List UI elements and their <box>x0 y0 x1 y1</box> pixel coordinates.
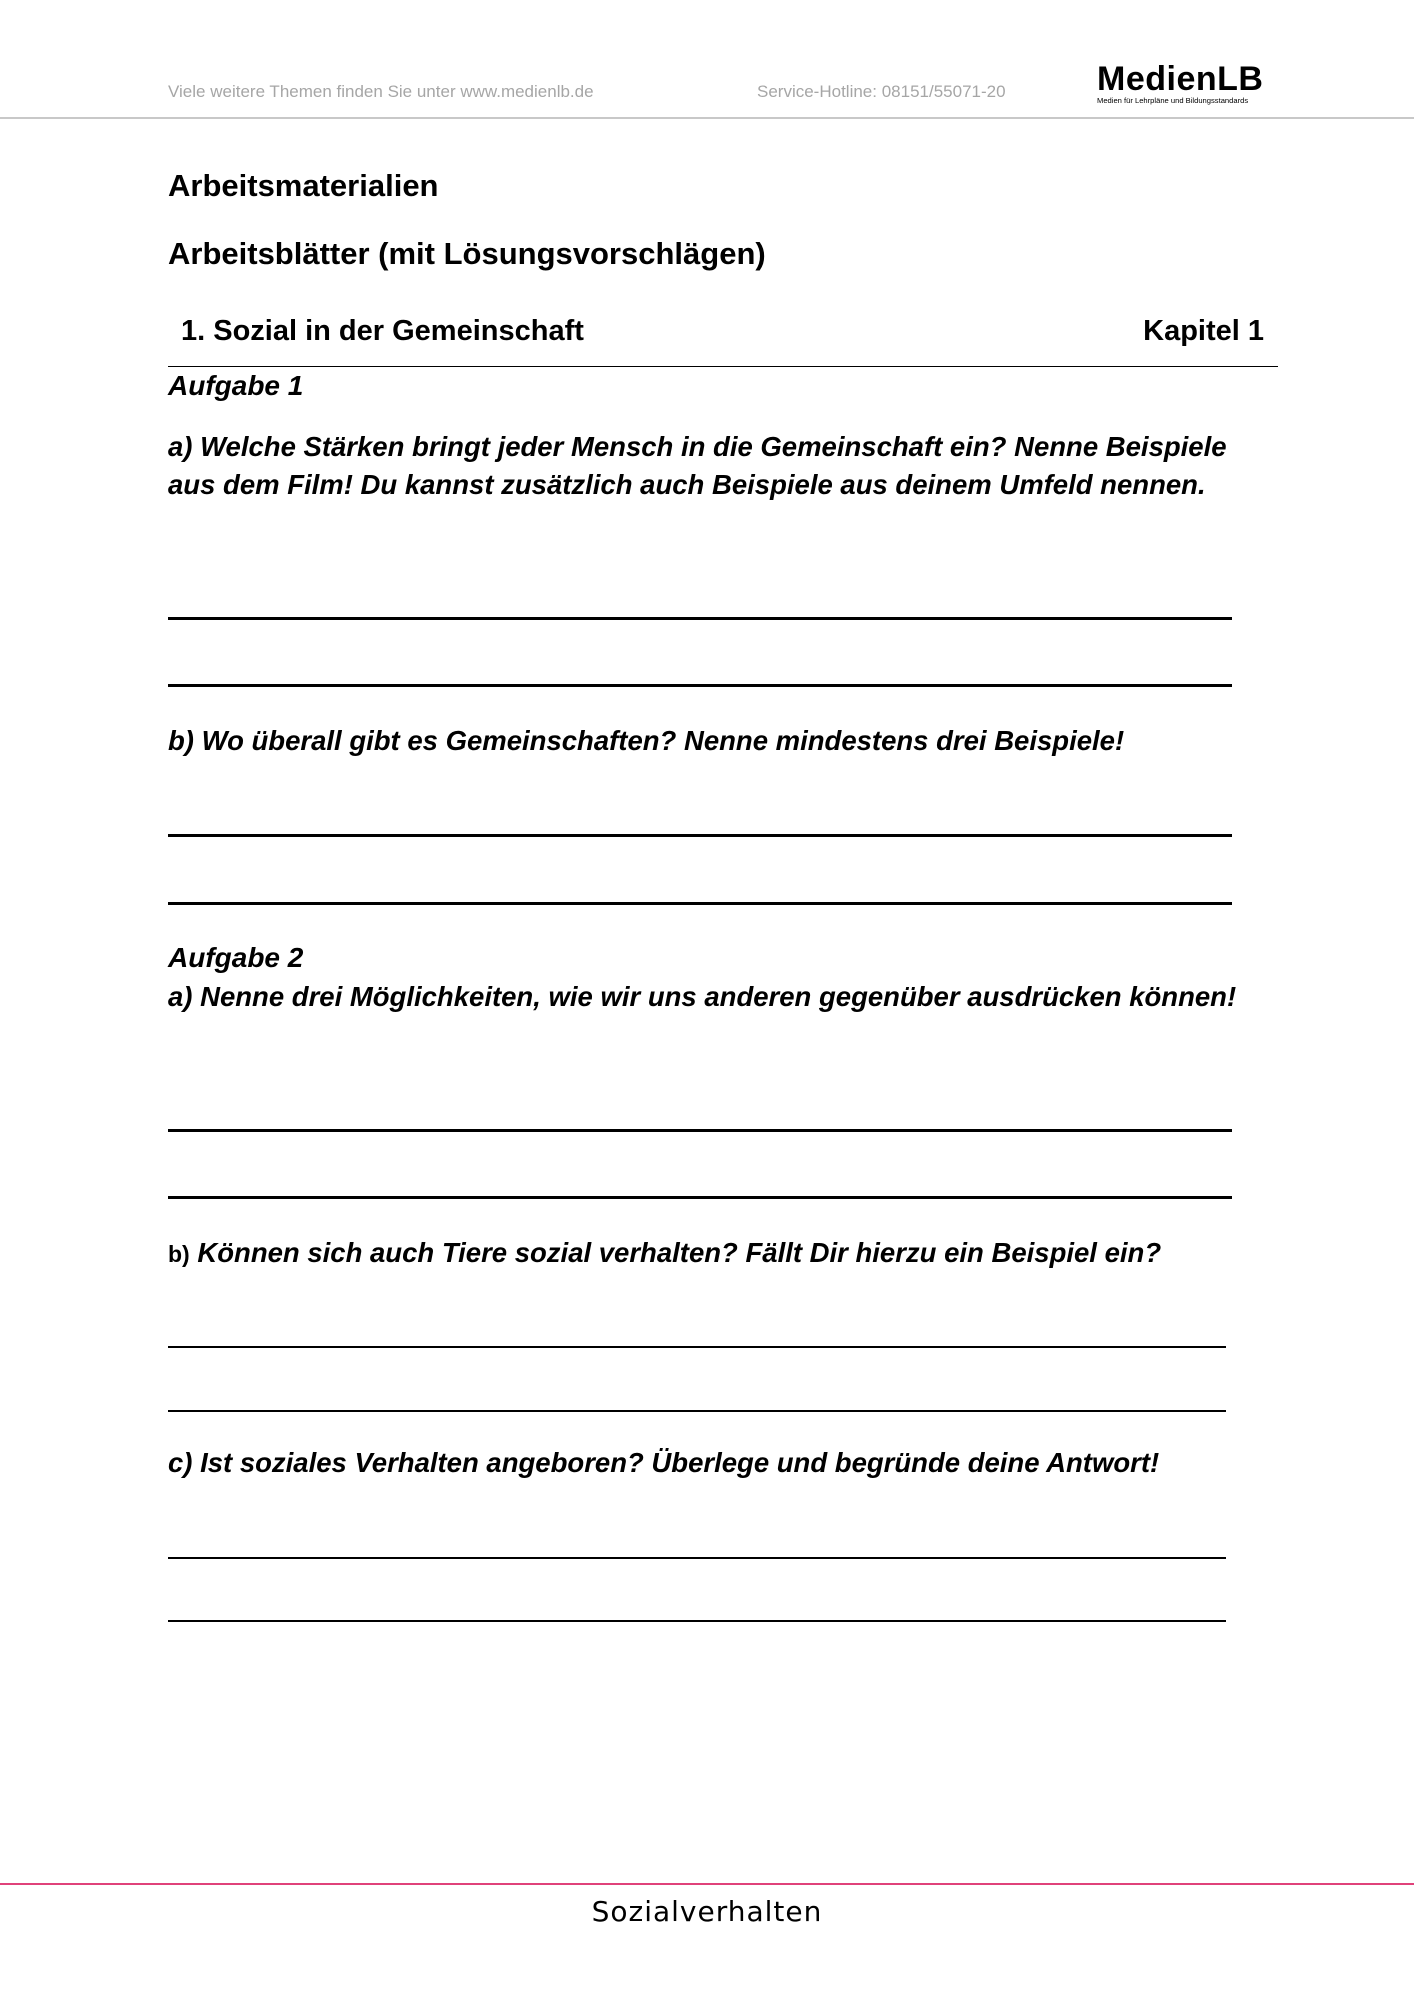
header-website-text: Viele weitere Themen finden Sie unter www.medienlb.de <box>168 82 594 101</box>
question-letter: a) <box>168 431 193 462</box>
answer-line[interactable] <box>168 834 1232 837</box>
question-letter: c) <box>168 1447 193 1478</box>
page-title: Arbeitsmaterialien <box>168 168 439 203</box>
section-divider <box>168 366 1278 367</box>
answer-line[interactable] <box>168 1129 1232 1132</box>
question-letter: a) <box>168 981 193 1012</box>
question-2a <box>168 978 1248 1016</box>
question-letter: b) <box>168 1241 190 1267</box>
logo-tagline: Medien für Lehrpläne und Bildungsstandards <box>1097 96 1249 105</box>
question-text: Ist soziales Verhalten angeboren? Überlege und begründe deine Antwort! <box>192 1447 1160 1478</box>
question-text: Können sich auch Tiere sozial verhalten? Fällt Dir hierzu ein Beispiel ein? <box>189 1237 1162 1268</box>
task-label-2: Aufgabe 2 <box>168 942 304 973</box>
question-text: Nenne drei Möglichkeiten, wie wir uns anderen gegenüber ausdrücken können! <box>192 981 1237 1012</box>
answer-line[interactable] <box>168 684 1232 687</box>
section-title: 1. Sozial in der Gemeinschaft <box>181 315 584 347</box>
answer-line[interactable] <box>168 1620 1226 1622</box>
answer-line[interactable] <box>168 1346 1226 1348</box>
question-letter: b) <box>168 725 194 756</box>
question-1a <box>168 428 1248 504</box>
answer-line[interactable] <box>168 1557 1226 1559</box>
question-2b <box>168 1234 1248 1273</box>
question-2c <box>168 1444 1248 1482</box>
answer-line[interactable] <box>168 902 1232 905</box>
chapter-label: Kapitel 1 <box>1143 315 1264 347</box>
header-hotline: Service-Hotline: 08151/55071-20 <box>757 82 1006 101</box>
logo-wordmark: MedienLB <box>1097 60 1264 98</box>
header-divider <box>0 117 1414 119</box>
medienlb-logo <box>1097 62 1292 105</box>
task-label-1: Aufgabe 1 <box>168 370 304 401</box>
footer-divider <box>0 1883 1414 1885</box>
question-text: Welche Stärken bringt jeder Mensch in die Gemeinschaft ein? Nenne Beispiele aus dem Film! Du kannst zusätzlich auch Beispiele aus deinem Umfeld nennen. <box>168 431 1227 500</box>
footer-title: Sozialverhalten <box>591 1895 823 1928</box>
question-1b <box>168 722 1248 760</box>
page-subtitle: Arbeitsblätter (mit Lösungsvorschlägen) <box>168 236 766 271</box>
answer-line[interactable] <box>168 1410 1226 1412</box>
answer-line[interactable] <box>168 617 1232 620</box>
answer-line[interactable] <box>168 1196 1232 1199</box>
question-text: Wo überall gibt es Gemeinschaften? Nenne mindestens drei Beispiele! <box>193 725 1125 756</box>
